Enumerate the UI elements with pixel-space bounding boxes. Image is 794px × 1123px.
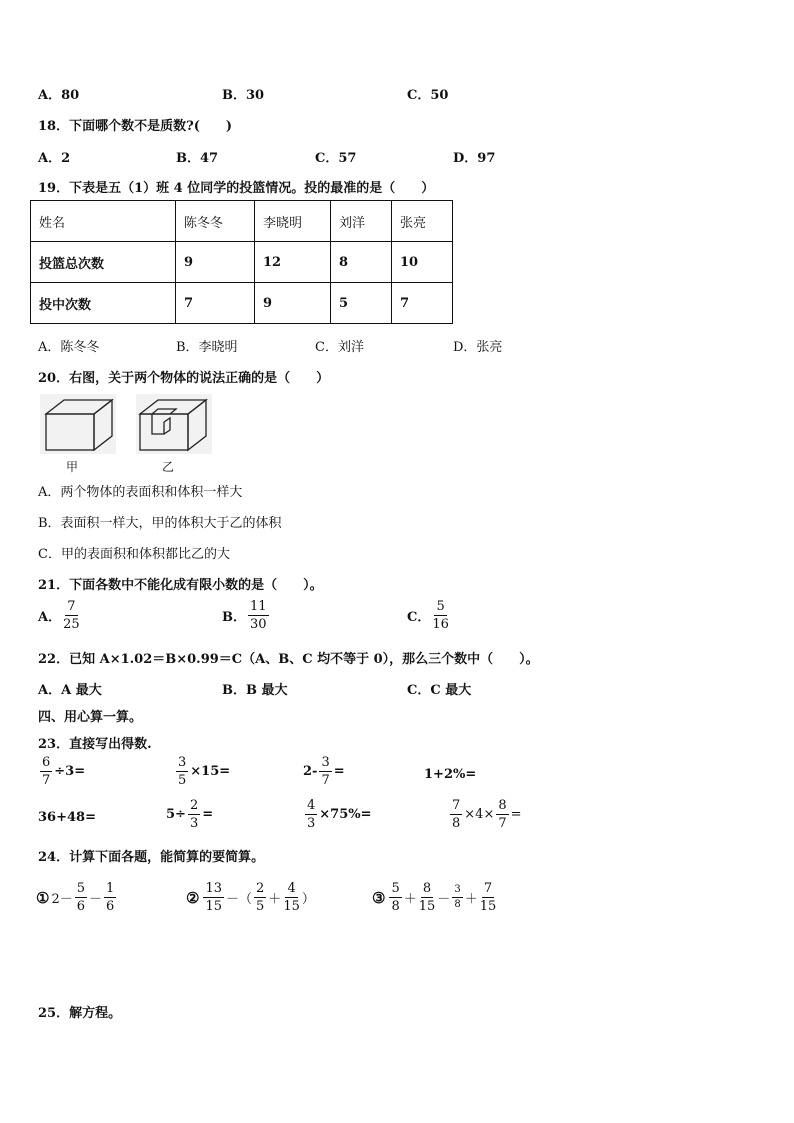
- fraction: [305, 799, 317, 830]
- q24-problem-3: [372, 882, 498, 913]
- q24-stem: 24．计算下面各题，能简算的要简算。: [38, 850, 265, 865]
- option-label: C．: [407, 610, 431, 625]
- expr-tail: =: [333, 764, 345, 779]
- fraction: [203, 882, 224, 913]
- table-cell: 投中次数: [31, 283, 176, 324]
- q19-option-d: D．张亮: [453, 340, 503, 355]
- option-label: B．: [222, 610, 246, 625]
- operator: －: [89, 892, 103, 907]
- expr-tail: =: [510, 807, 522, 822]
- q18-option-b: B．47: [176, 151, 219, 166]
- q23-expr-8: [448, 799, 522, 830]
- q20-stem: 20．右图，关于两个物体的说法正确的是（ ）: [38, 371, 330, 386]
- q23-expr-7: [303, 799, 372, 830]
- operator: －: [437, 892, 451, 907]
- table-cell: 刘洋: [331, 201, 392, 242]
- problem-number: ①: [36, 888, 50, 907]
- operator: －（: [226, 892, 253, 907]
- q20-option-b: B．表面积一样大，甲的体积大于乙的体积: [38, 516, 282, 531]
- numerator: 8: [422, 881, 432, 896]
- q21-option-a: [38, 600, 82, 631]
- fraction: [452, 885, 462, 910]
- fraction: [419, 882, 436, 913]
- table-cell: 投篮总次数: [31, 242, 176, 283]
- q18-option-c: C．57: [315, 151, 357, 166]
- expr-head: 2-: [303, 764, 318, 779]
- numerator: 13: [205, 881, 222, 896]
- q22-option-b: B．B 最大: [222, 683, 288, 698]
- numerator: 3: [178, 755, 187, 770]
- fraction: [480, 882, 497, 913]
- fraction: [432, 600, 449, 631]
- fraction: [496, 799, 508, 830]
- problem-number: ③: [372, 888, 386, 907]
- denominator: 15: [205, 899, 222, 914]
- denominator: 8: [391, 899, 400, 914]
- table-cell: 7: [392, 283, 453, 324]
- q23-expr-3: [303, 756, 345, 787]
- table-cell: 5: [331, 283, 392, 324]
- table-cell: 姓名: [31, 201, 176, 242]
- fraction: [104, 882, 116, 913]
- solid-figures: [40, 394, 220, 456]
- numerator: 7: [452, 798, 461, 813]
- figure-label-jia: 甲: [66, 460, 79, 474]
- numerator: 2: [189, 798, 199, 813]
- numerator: 8: [498, 798, 507, 813]
- table-cell: 8: [331, 242, 392, 283]
- expr-tail: ×75%=: [319, 807, 372, 822]
- fraction: [254, 882, 266, 913]
- table-cell: 10: [392, 242, 453, 283]
- q23-expr-1: [38, 756, 85, 787]
- denominator: 8: [452, 816, 461, 831]
- table-cell: 9: [255, 283, 331, 324]
- q17-option-b: B．30: [222, 88, 265, 103]
- table-row: [31, 201, 453, 242]
- fraction: [176, 756, 188, 787]
- fraction: [63, 600, 80, 631]
- q25-stem: 25．解方程。: [38, 1006, 122, 1021]
- denominator: 7: [42, 773, 51, 788]
- operator: ＋: [268, 892, 282, 907]
- q20-option-c: C．甲的表面积和体积都比乙的大: [38, 547, 230, 562]
- q23-expr-6: [166, 799, 213, 830]
- fraction: [389, 882, 401, 913]
- q22-option-c: C．C 最大: [407, 683, 472, 698]
- q24-problem-2: [186, 882, 315, 913]
- operator: ＋: [464, 892, 478, 907]
- denominator: 5: [256, 899, 265, 914]
- expr-head: 5÷: [166, 807, 186, 822]
- problem-number: ②: [186, 888, 200, 907]
- expr-head: 2－: [51, 892, 73, 907]
- q19-option-a: A．陈冬冬: [38, 340, 100, 355]
- fraction: [75, 882, 87, 913]
- table-cell: 张亮: [392, 201, 453, 242]
- figure-label-yi: 乙: [162, 460, 175, 474]
- figure-jia-background: [40, 394, 116, 454]
- fraction: [188, 799, 200, 830]
- numerator: 3: [452, 885, 462, 898]
- denominator: 7: [498, 816, 507, 831]
- denominator: 15: [479, 899, 497, 914]
- option-label: A．: [38, 610, 62, 625]
- q23-expr-5: 36+48=: [38, 810, 96, 825]
- numerator: 6: [42, 755, 51, 770]
- numerator: 5: [436, 599, 445, 614]
- table-cell: 7: [176, 283, 255, 324]
- q22-option-a: A．A 最大: [38, 683, 102, 698]
- table-row: [31, 283, 453, 324]
- q24-problem-1: [36, 882, 118, 913]
- table-cell: 9: [176, 242, 255, 283]
- table-row: [31, 242, 453, 283]
- expr-tail: =: [202, 807, 214, 822]
- q19-stem: 19．下表是五（1）班 4 位同学的投篮情况。投的最准的是（ ）: [38, 181, 435, 196]
- expr-mid: ×4×: [464, 807, 495, 822]
- fraction: [40, 756, 52, 787]
- numerator: 11: [250, 599, 267, 614]
- fraction: [319, 756, 331, 787]
- denominator: 15: [418, 899, 436, 914]
- denominator: 30: [250, 617, 267, 632]
- denominator: 7: [321, 773, 330, 788]
- denominator: 3: [307, 816, 316, 831]
- numerator: 4: [287, 881, 296, 896]
- denominator: 16: [432, 617, 449, 632]
- q23-expr-4: 1+2%=: [424, 767, 477, 782]
- q18-option-d: D．97: [453, 151, 496, 166]
- numerator: 4: [307, 798, 316, 813]
- expr-tail: ÷3=: [54, 764, 86, 779]
- q21-option-c: [407, 600, 451, 631]
- q23-stem: 23．直接写出得数.: [38, 737, 152, 752]
- fraction: [283, 882, 300, 913]
- figure-yi-background: [136, 394, 212, 454]
- denominator: 8: [454, 899, 461, 910]
- table-cell: 12: [255, 242, 331, 283]
- q20-option-a: A．两个物体的表面积和体积一样大: [38, 485, 243, 500]
- q19-option-b: B．李晓明: [176, 340, 238, 355]
- denominator: 25: [63, 617, 80, 632]
- denominator: 6: [106, 899, 115, 914]
- q17-option-a: A．80: [38, 88, 80, 103]
- q21-option-b: [222, 600, 271, 631]
- fraction: [450, 799, 462, 830]
- basketball-table: [30, 200, 453, 324]
- section-heading: 四、用心算一算。: [38, 710, 143, 725]
- q17-option-c: C．50: [407, 88, 449, 103]
- denominator: 15: [283, 899, 300, 914]
- q18-stem: 18．下面哪个数不是质数?( ): [38, 119, 233, 134]
- operator: ）: [301, 892, 315, 907]
- table-cell: 李晓明: [255, 201, 331, 242]
- denominator: 3: [189, 816, 199, 831]
- denominator: 5: [178, 773, 187, 788]
- numerator: 3: [321, 755, 330, 770]
- numerator: 2: [256, 881, 265, 896]
- table-cell: 陈冬冬: [176, 201, 255, 242]
- expr-tail: ×15=: [190, 764, 231, 779]
- q19-option-c: C．刘洋: [315, 340, 364, 355]
- operator: ＋: [403, 892, 417, 907]
- numerator: 5: [76, 881, 86, 896]
- fraction: [248, 600, 269, 631]
- q21-stem: 21．下面各数中不能化成有限小数的是（ ）。: [38, 578, 323, 593]
- numerator: 1: [106, 881, 115, 896]
- q18-option-a: A．2: [38, 151, 71, 166]
- numerator: 7: [67, 599, 76, 614]
- numerator: 5: [391, 881, 400, 896]
- numerator: 7: [483, 881, 493, 896]
- denominator: 6: [76, 899, 86, 914]
- q22-stem: 22．已知 A×1.02＝B×0.99＝C（A、B、C 均不等于 0），那么三个数中（ ）。: [38, 652, 539, 667]
- q23-expr-2: [174, 756, 230, 787]
